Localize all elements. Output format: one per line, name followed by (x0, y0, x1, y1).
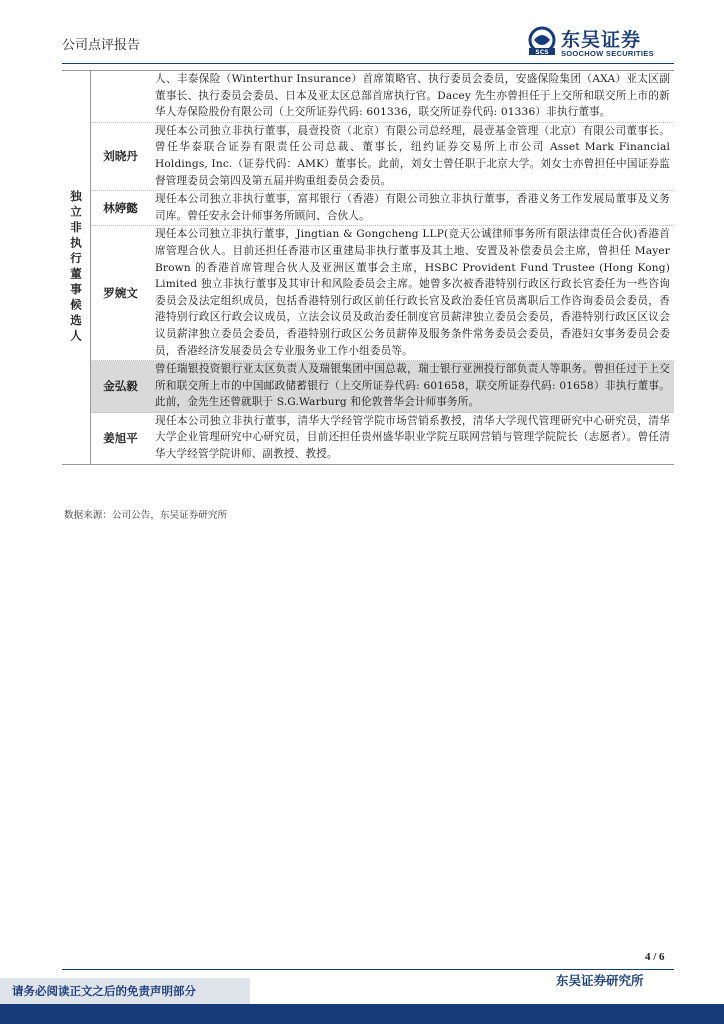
table-row (91, 191, 674, 226)
candidate-description: 现任本公司独立非执行董事，晨壹投资（北京）有限公司总经理，晨壹基金管理（北京）有限公司董事长。曾任华泰联合证券有限责任公司总裁、董事长，纽约证券交易所上市公司 Asset Mark Financial Holdings, Inc.（证券代码：AMK）董事长。此前，刘女士曾任职于北京大学。刘女士亦曾担任中国证券监督管理委员会第四及第五届并购重组委员会委员。 (155, 124, 670, 187)
table-row (91, 71, 674, 123)
data-source-note: 数据来源：公司公告，东吴证券研究所 (64, 510, 228, 521)
page-number: 4 / 6 (645, 951, 665, 963)
table-row (91, 413, 674, 464)
table-row (91, 226, 674, 361)
candidate-description: 曾任瑞银投资银行亚太区负责人及瑞银集团中国总裁，瑞士银行亚洲投行部负责人等职务。曾担任过于上交所和联交所上市的中国邮政储蓄银行（上交所证券代码: 601658，联交所证券代码: 01658）非执行董事。此前，金先生还曾就职于 S.G.Warburg 和伦敦普华会计师事务所。 (155, 363, 670, 409)
candidate-name: 金弘毅 (103, 379, 138, 394)
group-label-cell (62, 71, 91, 464)
candidate-name: 罗婉文 (103, 286, 138, 301)
candidate-name (91, 71, 150, 122)
candidate-description: 现任本公司独立非执行董事，Jingtian & Gongcheng LLP(竞天公诚律师事务所有限法律责任合伙)香港首席管理合伙人。目前还担任香港市区重建局非执行董事及其土地、安置及补偿委员会主席，曾担任 Mayer Brown 的香港首席管理合伙人及亚洲区董事会主席，HSBC Provident Fund Trustee (Hong Kong) Limited 独立非执行董事及其审计和风险委员会主席。她曾多次被香港特别行政区行政长官委任为一些咨询委员会及法定组织成员，包括香港特别行政区前任行政长官及政治委任官员离职后工作咨询委员会委员，香港特别行政区行政会议成员，立法会议员及政治委任制度官员薪津独立委员会委员，香港特别行政区区议会议员薪津独立委员会委员，香港特别行政区公务员薪俸及服务条件常务委员会委员，香港妇女事务委员会委员，香港经济发展委员会专业服务业工作小组委员等。 (155, 228, 670, 357)
header-divider (62, 63, 674, 64)
disclaimer-text: 请务必阅读正文之后的免责声明部分 (12, 984, 196, 998)
soochow-logo-icon (527, 26, 557, 56)
logo-english-name: SOOCHOW SECURITIES (561, 49, 654, 58)
logo-mark-text: SCS (535, 49, 549, 56)
candidate-name: 姜旭平 (103, 431, 138, 446)
candidate-name: 林婷懿 (103, 201, 138, 216)
group-label: 独立非执行董事候选人 (69, 189, 83, 345)
table-row-highlighted (91, 361, 674, 413)
footer-institution: 东吴证券研究所 (556, 973, 644, 988)
footer-divider (62, 969, 674, 970)
candidate-description: 现任本公司独立非执行董事，清华大学经管学院市场营销系教授，清华大学现代管理研究中心研究员，清华大学企业管理研究中心研究员，目前还担任贵州盛华职业学院互联网营销与管理学院院长（志愿者）。曾任清华大学经管学院讲师、副教授、教授。 (155, 414, 670, 461)
report-type-label: 公司点评报告 (62, 38, 141, 53)
footer-band (0, 1004, 724, 1024)
company-logo (527, 24, 677, 60)
candidate-name: 刘晓丹 (103, 149, 138, 164)
candidate-description: 现任本公司独立非执行董事，富邦银行（香港）有限公司独立非执行董事，香港义务工作发展局董事及义务司库。曾任安永会计师事务所顾问、合伙人。 (155, 193, 670, 222)
candidate-table (62, 70, 674, 465)
logo-chinese-name: 东吴证券 (561, 29, 642, 51)
candidate-description: 人、丰泰保险（Winterthur Insurance）首席策略官、执行委员会委员，安盛保险集团（AXA）亚太区副董事长、执行委员会委员、日本及亚太区总部首席执行官。Dacey 先生亦曾担任于上交所和联交所上市的新华人寿保险股份有限公司（上交所证券代码: 601336，联交所证券代码: 01336）非执行董事。 (155, 73, 670, 119)
table-row (91, 123, 674, 191)
